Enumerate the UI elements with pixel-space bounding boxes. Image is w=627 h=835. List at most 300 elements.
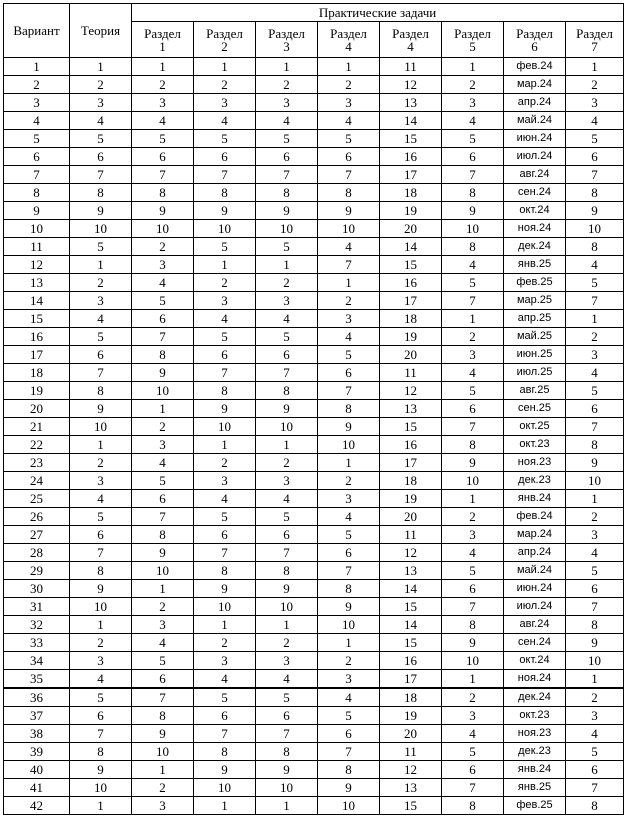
section-7-cell: 4 [566, 364, 624, 382]
section-4-cell: 7 [318, 562, 380, 580]
section-6-cell: ноя.24 [504, 670, 566, 689]
section-6-cell: фев.24 [504, 58, 566, 76]
section-6-cell: сен.24 [504, 184, 566, 202]
section-2-cell: 7 [194, 364, 256, 382]
section-1-cell: 7 [132, 328, 194, 346]
section-3-cell: 6 [256, 148, 318, 166]
section-6-cell: ноя.23 [504, 454, 566, 472]
theory-cell: 1 [70, 797, 132, 815]
section-4b-cell: 12 [380, 76, 442, 94]
section-6-cell: июн.24 [504, 580, 566, 598]
variant-cell: 14 [4, 292, 70, 310]
section-7-cell: 8 [566, 616, 624, 634]
section-2-cell: 8 [194, 743, 256, 761]
section-1-cell: 4 [132, 274, 194, 292]
variant-cell: 38 [4, 725, 70, 743]
section-5-cell: 1 [442, 58, 504, 76]
section-number: 3 [283, 38, 290, 54]
section-2-cell: 4 [194, 310, 256, 328]
variant-cell: 8 [4, 184, 70, 202]
section-2-cell: 10 [194, 598, 256, 616]
section-label: Раздел [454, 25, 491, 41]
section-header [566, 22, 624, 58]
section-4b-cell: 15 [380, 130, 442, 148]
section-3-cell: 9 [256, 202, 318, 220]
section-1-cell: 1 [132, 400, 194, 418]
section-4b-cell: 15 [380, 634, 442, 652]
variant-cell: 25 [4, 490, 70, 508]
theory-cell: 8 [70, 562, 132, 580]
section-1-cell: 3 [132, 797, 194, 815]
table-row [4, 454, 624, 472]
section-header [194, 22, 256, 58]
variant-cell: 1 [4, 58, 70, 76]
section-4-cell: 1 [318, 274, 380, 292]
section-4-cell: 4 [318, 112, 380, 130]
section-4b-cell: 13 [380, 779, 442, 797]
section-4b-cell: 20 [380, 220, 442, 238]
section-3-cell: 8 [256, 743, 318, 761]
section-4b-cell: 19 [380, 490, 442, 508]
section-3-cell: 2 [256, 76, 318, 94]
section-3-cell: 5 [256, 328, 318, 346]
section-1-cell: 5 [132, 472, 194, 490]
theory-cell: 1 [70, 436, 132, 454]
section-7-cell: 6 [566, 580, 624, 598]
section-2-cell: 1 [194, 58, 256, 76]
table-row [4, 797, 624, 815]
theory-cell: 10 [70, 598, 132, 616]
section-1-cell: 10 [132, 220, 194, 238]
section-4-cell: 10 [318, 436, 380, 454]
section-7-cell: 6 [566, 148, 624, 166]
section-2-cell: 6 [194, 526, 256, 544]
section-1-cell: 5 [132, 292, 194, 310]
table-row [4, 616, 624, 634]
section-6-cell: июл.24 [504, 148, 566, 166]
section-3-cell: 4 [256, 670, 318, 689]
section-5-cell: 8 [442, 238, 504, 256]
section-4-cell: 2 [318, 652, 380, 670]
section-5-cell: 2 [442, 688, 504, 707]
section-5-cell: 5 [442, 743, 504, 761]
table-row [4, 580, 624, 598]
section-2-cell: 5 [194, 328, 256, 346]
section-4-cell: 8 [318, 580, 380, 598]
theory-cell: 3 [70, 472, 132, 490]
section-6-cell: ноя.24 [504, 220, 566, 238]
section-7-cell: 5 [566, 743, 624, 761]
section-1-cell: 8 [132, 346, 194, 364]
section-3-cell: 3 [256, 472, 318, 490]
table-row [4, 508, 624, 526]
section-1-cell: 9 [132, 544, 194, 562]
section-1-cell: 6 [132, 148, 194, 166]
table-row [4, 310, 624, 328]
section-5-cell: 7 [442, 166, 504, 184]
theory-cell: 5 [70, 688, 132, 707]
section-5-cell: 4 [442, 256, 504, 274]
section-6-cell: май.24 [504, 562, 566, 580]
section-4b-cell: 15 [380, 598, 442, 616]
table-row [4, 238, 624, 256]
section-7-cell: 4 [566, 112, 624, 130]
section-label: Раздел [330, 25, 367, 41]
section-2-cell: 5 [194, 688, 256, 707]
variant-cell: 12 [4, 256, 70, 274]
section-3-cell: 9 [256, 400, 318, 418]
variant-cell: 35 [4, 670, 70, 689]
variant-cell: 28 [4, 544, 70, 562]
section-6-cell: июл.24 [504, 598, 566, 616]
section-7-cell: 1 [566, 670, 624, 689]
section-1-cell: 6 [132, 670, 194, 689]
section-1-cell: 9 [132, 725, 194, 743]
section-2-cell: 2 [194, 274, 256, 292]
table-row [4, 670, 624, 689]
section-4b-cell: 12 [380, 761, 442, 779]
section-4-cell: 7 [318, 256, 380, 274]
section-7-cell: 5 [566, 382, 624, 400]
section-7-cell: 6 [566, 400, 624, 418]
variant-cell: 5 [4, 130, 70, 148]
section-1-cell: 2 [132, 238, 194, 256]
theory-cell: 3 [70, 292, 132, 310]
section-6-cell: сен.24 [504, 634, 566, 652]
section-7-cell: 7 [566, 779, 624, 797]
section-4b-cell: 17 [380, 166, 442, 184]
section-4-cell: 3 [318, 490, 380, 508]
table-row [4, 364, 624, 382]
section-6-cell: апр.24 [504, 544, 566, 562]
section-1-cell: 10 [132, 743, 194, 761]
section-1-cell: 5 [132, 652, 194, 670]
section-4-cell: 3 [318, 310, 380, 328]
table-row [4, 328, 624, 346]
section-3-cell: 2 [256, 454, 318, 472]
section-4-cell: 4 [318, 688, 380, 707]
section-7-cell: 9 [566, 454, 624, 472]
section-5-cell: 10 [442, 652, 504, 670]
section-4-cell: 2 [318, 292, 380, 310]
section-6-cell: мар.24 [504, 526, 566, 544]
section-4-cell: 6 [318, 148, 380, 166]
section-label: Раздел [576, 25, 613, 41]
section-4-cell: 9 [318, 779, 380, 797]
section-3-cell: 9 [256, 761, 318, 779]
section-7-cell: 7 [566, 418, 624, 436]
section-1-cell: 1 [132, 580, 194, 598]
theory-cell: 8 [70, 184, 132, 202]
section-2-cell: 8 [194, 184, 256, 202]
section-5-cell: 5 [442, 382, 504, 400]
section-5-cell: 4 [442, 364, 504, 382]
section-2-cell: 2 [194, 634, 256, 652]
section-number: 2 [221, 38, 228, 54]
table-row [4, 743, 624, 761]
section-4b-cell: 20 [380, 725, 442, 743]
theory-cell: 9 [70, 580, 132, 598]
theory-cell: 3 [70, 94, 132, 112]
section-6-cell: окт.24 [504, 202, 566, 220]
section-1-cell: 2 [132, 779, 194, 797]
section-2-cell: 3 [194, 292, 256, 310]
section-4b-cell: 13 [380, 562, 442, 580]
table-row [4, 202, 624, 220]
section-2-cell: 5 [194, 508, 256, 526]
variant-cell: 13 [4, 274, 70, 292]
section-1-cell: 4 [132, 634, 194, 652]
section-5-cell: 9 [442, 202, 504, 220]
section-2-cell: 2 [194, 454, 256, 472]
section-6-cell: авг.24 [504, 166, 566, 184]
section-1-cell: 6 [132, 490, 194, 508]
section-3-cell: 3 [256, 94, 318, 112]
variant-cell: 23 [4, 454, 70, 472]
section-2-cell: 2 [194, 76, 256, 94]
table-row [4, 526, 624, 544]
section-3-cell: 10 [256, 418, 318, 436]
section-4-cell: 7 [318, 743, 380, 761]
section-6-cell: сен.25 [504, 400, 566, 418]
theory-cell: 9 [70, 761, 132, 779]
section-header [504, 22, 566, 58]
theory-cell: 10 [70, 220, 132, 238]
section-4b-cell: 19 [380, 202, 442, 220]
section-6-cell: окт.23 [504, 707, 566, 725]
section-1-cell: 2 [132, 76, 194, 94]
variant-cell: 10 [4, 220, 70, 238]
variant-cell: 36 [4, 688, 70, 707]
section-4b-cell: 15 [380, 418, 442, 436]
section-1-cell: 8 [132, 707, 194, 725]
theory-header: Теория [70, 4, 132, 58]
section-6-cell: июн.24 [504, 130, 566, 148]
section-5-cell: 4 [442, 544, 504, 562]
variant-cell: 29 [4, 562, 70, 580]
table-row [4, 148, 624, 166]
table-row [4, 707, 624, 725]
section-4b-cell: 11 [380, 526, 442, 544]
section-3-cell: 10 [256, 779, 318, 797]
section-3-cell: 5 [256, 688, 318, 707]
section-2-cell: 5 [194, 130, 256, 148]
section-4-cell: 4 [318, 328, 380, 346]
section-5-cell: 7 [442, 292, 504, 310]
section-6-cell: май.24 [504, 112, 566, 130]
section-3-cell: 10 [256, 220, 318, 238]
section-7-cell: 3 [566, 346, 624, 364]
section-2-cell: 6 [194, 148, 256, 166]
section-5-cell: 8 [442, 616, 504, 634]
section-4-cell: 5 [318, 526, 380, 544]
section-2-cell: 9 [194, 202, 256, 220]
section-number: 1 [159, 38, 166, 54]
section-2-cell: 1 [194, 436, 256, 454]
section-2-cell: 7 [194, 544, 256, 562]
variant-cell: 11 [4, 238, 70, 256]
section-2-cell: 1 [194, 797, 256, 815]
section-4b-cell: 14 [380, 580, 442, 598]
section-2-cell: 7 [194, 166, 256, 184]
section-4b-cell: 18 [380, 310, 442, 328]
section-4-cell: 7 [318, 166, 380, 184]
section-1-cell: 6 [132, 310, 194, 328]
section-7-cell: 2 [566, 508, 624, 526]
section-3-cell: 1 [256, 616, 318, 634]
variant-cell: 6 [4, 148, 70, 166]
section-4-cell: 6 [318, 364, 380, 382]
section-6-cell: дек.23 [504, 472, 566, 490]
theory-cell: 1 [70, 256, 132, 274]
section-4b-cell: 11 [380, 58, 442, 76]
variant-cell: 41 [4, 779, 70, 797]
table-row [4, 418, 624, 436]
section-5-cell: 3 [442, 346, 504, 364]
section-5-cell: 4 [442, 112, 504, 130]
section-1-cell: 4 [132, 112, 194, 130]
theory-cell: 8 [70, 743, 132, 761]
section-1-cell: 7 [132, 166, 194, 184]
section-4b-cell: 20 [380, 346, 442, 364]
variant-cell: 30 [4, 580, 70, 598]
table-row [4, 688, 624, 707]
section-4-cell: 2 [318, 76, 380, 94]
section-5-cell: 8 [442, 184, 504, 202]
section-2-cell: 9 [194, 580, 256, 598]
section-header [256, 22, 318, 58]
section-7-cell: 8 [566, 797, 624, 815]
section-7-cell: 10 [566, 652, 624, 670]
section-1-cell: 3 [132, 256, 194, 274]
section-4b-cell: 11 [380, 743, 442, 761]
theory-cell: 2 [70, 274, 132, 292]
section-1-cell: 1 [132, 58, 194, 76]
section-header [132, 22, 194, 58]
table-row [4, 634, 624, 652]
section-7-cell: 8 [566, 436, 624, 454]
section-1-cell: 4 [132, 454, 194, 472]
theory-cell: 5 [70, 328, 132, 346]
variant-cell: 27 [4, 526, 70, 544]
section-number: 4 [345, 38, 352, 54]
section-3-cell: 8 [256, 184, 318, 202]
section-6-cell: дек.23 [504, 743, 566, 761]
table-row [4, 779, 624, 797]
section-7-cell: 1 [566, 310, 624, 328]
theory-cell: 7 [70, 544, 132, 562]
section-6-cell: ноя.23 [504, 725, 566, 743]
section-5-cell: 8 [442, 797, 504, 815]
section-4b-cell: 17 [380, 292, 442, 310]
theory-cell: 9 [70, 400, 132, 418]
section-6-cell: янв.25 [504, 256, 566, 274]
variant-cell: 21 [4, 418, 70, 436]
section-label: Раздел [516, 25, 553, 41]
section-6-cell: авг.25 [504, 382, 566, 400]
variant-cell: 18 [4, 364, 70, 382]
section-5-cell: 2 [442, 76, 504, 94]
section-6-cell: янв.24 [504, 761, 566, 779]
section-2-cell: 9 [194, 761, 256, 779]
section-4b-cell: 14 [380, 238, 442, 256]
section-1-cell: 7 [132, 508, 194, 526]
section-4b-cell: 16 [380, 274, 442, 292]
section-6-cell: окт.24 [504, 652, 566, 670]
section-1-cell: 9 [132, 364, 194, 382]
section-4-cell: 6 [318, 725, 380, 743]
section-2-cell: 5 [194, 238, 256, 256]
section-5-cell: 6 [442, 400, 504, 418]
section-6-cell: июл.25 [504, 364, 566, 382]
section-4b-cell: 17 [380, 670, 442, 689]
table-row [4, 166, 624, 184]
section-1-cell: 3 [132, 94, 194, 112]
section-number: 7 [591, 38, 598, 54]
section-4-cell: 6 [318, 544, 380, 562]
section-3-cell: 7 [256, 725, 318, 743]
practical-tasks-header: Практические задачи [132, 4, 624, 22]
section-1-cell: 7 [132, 688, 194, 707]
section-3-cell: 9 [256, 580, 318, 598]
variant-cell: 31 [4, 598, 70, 616]
theory-cell: 6 [70, 707, 132, 725]
table-row [4, 58, 624, 76]
variant-cell: 39 [4, 743, 70, 761]
section-5-cell: 3 [442, 526, 504, 544]
section-header [442, 22, 504, 58]
section-4b-cell: 18 [380, 184, 442, 202]
section-5-cell: 2 [442, 328, 504, 346]
section-7-cell: 2 [566, 688, 624, 707]
section-5-cell: 3 [442, 707, 504, 725]
section-2-cell: 3 [194, 472, 256, 490]
table-row [4, 382, 624, 400]
section-4b-cell: 15 [380, 797, 442, 815]
section-2-cell: 10 [194, 779, 256, 797]
section-4b-cell: 12 [380, 382, 442, 400]
section-6-cell: янв.25 [504, 779, 566, 797]
section-7-cell: 4 [566, 725, 624, 743]
section-7-cell: 3 [566, 707, 624, 725]
section-label: Раздел [206, 25, 243, 41]
section-5-cell: 3 [442, 94, 504, 112]
section-6-cell: фев.25 [504, 274, 566, 292]
section-5-cell: 5 [442, 130, 504, 148]
section-2-cell: 7 [194, 725, 256, 743]
theory-cell: 1 [70, 616, 132, 634]
section-3-cell: 6 [256, 346, 318, 364]
variant-cell: 17 [4, 346, 70, 364]
section-7-cell: 6 [566, 761, 624, 779]
variant-cell: 16 [4, 328, 70, 346]
section-4-cell: 10 [318, 616, 380, 634]
section-7-cell: 3 [566, 94, 624, 112]
table-row [4, 490, 624, 508]
section-5-cell: 1 [442, 670, 504, 689]
variant-cell: 4 [4, 112, 70, 130]
variant-cell: 32 [4, 616, 70, 634]
variant-cell: 42 [4, 797, 70, 815]
section-6-cell: апр.24 [504, 94, 566, 112]
section-1-cell: 10 [132, 562, 194, 580]
section-6-cell: дек.24 [504, 688, 566, 707]
section-6-cell: май.25 [504, 328, 566, 346]
section-7-cell: 8 [566, 238, 624, 256]
section-2-cell: 3 [194, 652, 256, 670]
section-3-cell: 5 [256, 238, 318, 256]
section-6-cell: окт.25 [504, 418, 566, 436]
